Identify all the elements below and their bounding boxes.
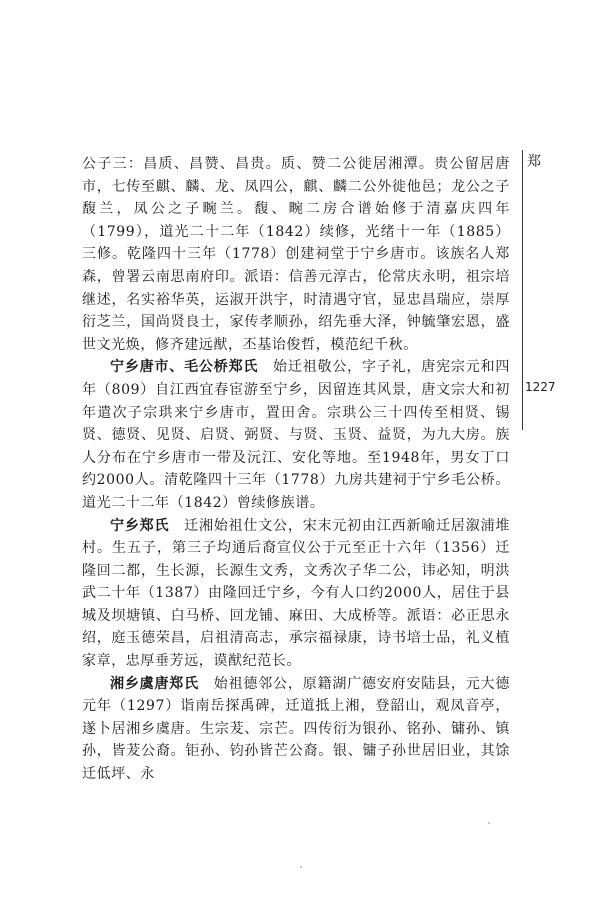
paragraph-xiangxiang: [82, 673, 510, 786]
scan-speck: [300, 866, 302, 868]
entry-heading: 湘乡虞唐郑氏: [110, 675, 199, 692]
paragraph-ningxiang-tangshi: [82, 356, 510, 514]
paragraph-text: 迁湘始祖仕文公，宋末元初由江西新喻迁居溆浦堆村。生五子，第三子均通后裔宣仪公于元至正十六年（1356）迁隆回二都，生长源，长源生文秀，文秀次子华二公，讳必知，明洪武二十年（1387）由隆回迁宁乡，今有人口约2000人，居住于县城及坝塘镇、白马桥、回龙铺、麻田、大成桥等。派语：必正思永绍，庭玉德荣昌，启祖清高志，承宗福禄康，诗书培士品，礼义植家章，忠厚垂芳远，谟猷纪范长。: [82, 517, 510, 670]
paragraph-ningxiang: [82, 515, 510, 673]
paragraph-text: 公子三：昌质、昌赞、昌贵。质、赞二公徙居湘潭。贵公留居唐市，七传至麒、麟、龙、凤四公，麒、麟二公外徙他邑；龙公之子馥兰，凤公之子畹兰。馥、畹二房合谱始修于清嘉庆四年（1799），道光二十二年（1842）续修，光绪十一年（1885）三修。乾隆四十三年（1778）创建祠堂于宁乡唐市。该族名人郑森，曾署云南思南府印。派语：信善元淳古，伦常庆永明，祖宗培继述，名实裕华英，运淑开洪宇，时清遇守官，显忠昌瑞应，崇厚衍芝兰，国尚贤良士，家传孝顺孙，绍先垂大泽，钟毓肇宏恩，盛世文光焕，修齐建远猷，丕基诒俊哲，模范纪千秋。: [82, 156, 510, 353]
paragraph-text: 始祖德邻公，原籍湖广德安府安陆县，元大德元年（1297）诣南岳探禹碑，迁道抵上湘，登韶山，观凤音亭，遂卜居湘乡虞唐。生宗茇、宗芒。四传衍为银孙、铭孙、镛孙、镇孙，皆茇公裔。钜孙、钧孙皆芒公裔。银、镛子孙世居旧业，其馀迁低坪、永: [82, 675, 510, 783]
page-number: 1227: [525, 380, 556, 394]
running-head: 郑: [527, 154, 541, 170]
paragraph-text: 始迁祖敬公，字子礼，唐宪宗元和四年（809）自江西宜春宦游至宁乡，因留连其风景，唐文宗大和初年遣次子宗珙来宁乡唐市，置田舍。宗珙公三十四传至相贤、锡贤、德贤、见贤、启贤、弼贤、与贤、玉贤、益贤，为九大房。族人分布在宁乡唐市一带及沅江、安化等地。至1948年，男女丁口约2000人。清乾隆四十三年（1778）九房共建祠于宁乡毛公桥。道光二十二年（1842）曾续修族谱。: [82, 359, 511, 511]
body-text: [82, 153, 510, 786]
entry-heading: 宁乡唐市、毛公桥郑氏: [110, 359, 259, 376]
entry-heading: 宁乡郑氏: [110, 517, 170, 534]
margin-rule: [522, 150, 523, 430]
scan-speck: [488, 822, 490, 824]
paragraph-continuation: [82, 153, 510, 356]
